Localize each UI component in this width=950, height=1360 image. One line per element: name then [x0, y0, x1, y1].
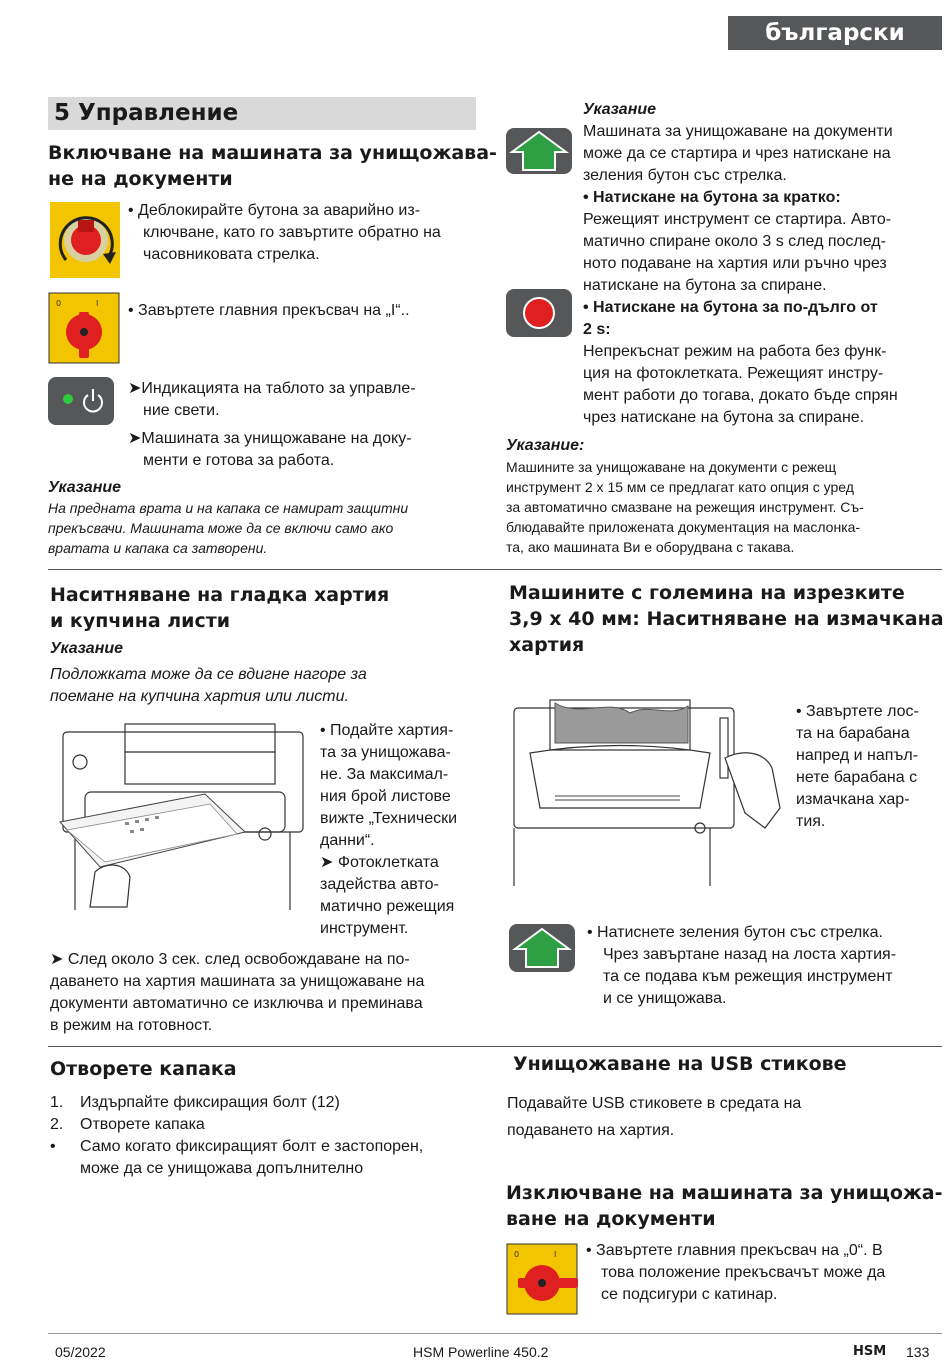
footer-page-number: 133: [906, 1344, 930, 1360]
drum-lever-illustration: [510, 698, 792, 888]
control-panel-icon: [48, 377, 114, 425]
list-item: • Само когато фиксиращият болт е застопорен,: [50, 1138, 424, 1155]
svg-text:0: 0: [56, 299, 62, 308]
right-note-title: Указание: [583, 101, 657, 118]
right-note2-text: Машините за унищожаване на документи с режещ инструмент 2 x 15 мм се предлагат като опция с уред за автоматично смазване на режещия инструмент. Съ- блюдавайте приложената документация на маслонка- та, ако машината Ви е оборудвана с такава.: [506, 459, 864, 555]
crumpled-title: Машините с големина на изрезките 3,9 x 40 мм: Наситняване на измачкана хартия: [509, 582, 944, 656]
switch-on-result1: ➤Индикацията на таблото за управле- ние свети.: [128, 380, 416, 419]
list-item: 2. Отворете капака: [50, 1116, 205, 1133]
red-stop-button-icon: [506, 289, 572, 337]
switch-on-result2: ➤Машината за унищожаване на доку- менти е готова за работа.: [128, 430, 412, 469]
footer-model: HSM Powerline 450.2: [413, 1344, 549, 1360]
emergency-stop-icon: [48, 200, 122, 280]
switch-on-step2: • Завъртете главния прекъсвач на „I“..: [128, 302, 410, 319]
switch-on-title: Включване на машината за унищожава- не на документи: [48, 142, 497, 190]
feed-flat-side-text: • Подайте хартия- та за унищожава- не. За максимал- ния брой листове вижте „Технически данни“. ➤ Фотоклетката задейства авто- матично режещия инструмент.: [320, 722, 458, 937]
footer-date: 05/2022: [55, 1344, 106, 1360]
crumpled-press-text: • Натиснете зеления бутон със стрелка. Чрез завъртане назад на лоста хартия- та се подава към режещия инструмент и се унищожава.: [587, 924, 897, 1007]
feed-flat-note: Подложката може да се вдигне нагоре за поемане на купчина хартия или листи.: [50, 666, 367, 705]
main-switch-off-icon: [506, 1243, 578, 1315]
open-cover-title: Отворете капака: [50, 1058, 237, 1080]
section-title: 5 Управление: [54, 100, 239, 126]
footer-brand-logo: HSM: [853, 1344, 887, 1359]
feed-flat-title: Наситняване на гладка хартия и купчина листи: [50, 584, 390, 632]
usb-text: Подавайте USB стиковете в средата на подаването на хартия.: [507, 1095, 802, 1139]
switch-off-text: • Завъртете главния прекъсвач на „0“. В това положение прекъсвачът може да се подсигури с катинар.: [586, 1242, 886, 1303]
footer-divider: [48, 1333, 942, 1334]
divider: [48, 1046, 942, 1047]
list-item: може да се унищожава допълнително: [80, 1160, 364, 1177]
switch-off-title: Изключване на машината за унищожа- ване на документи: [506, 1182, 943, 1230]
right-note2-title: Указание:: [506, 437, 585, 454]
svg-text:I: I: [554, 1250, 557, 1259]
feed-flat-note-title: Указание: [50, 640, 124, 657]
main-switch-icon: [48, 292, 120, 364]
language-tab: български: [728, 16, 942, 50]
switch-on-note-title: Указание: [48, 479, 122, 496]
green-arrow-button-icon-2: [509, 924, 575, 972]
crumpled-side-text: • Завъртете лос- та на барабана напред и напъл- нете барабана с измачкана хар- тия.: [796, 703, 919, 830]
divider: [48, 569, 942, 570]
open-cover-list: [50, 1092, 480, 1180]
svg-text:I: I: [96, 299, 99, 308]
switch-on-step1: • Деблокирайте бутона за аварийно из- ключване, като го завъртите обратно на часовниковата стрелка.: [128, 202, 441, 263]
right-note-text: Машината за унищожаване на документи може да се стартира и чрез натискане на зеления бутон със стрелка. • Натискане на бутона за кратко: Режещият инструмент се стартира. Авто- матично спиране около 3 s след послед- ното подаване на хартия или ръчно чрез натискане на бутона за спиране. • Натискане на бутона за по-дълго от 2 s: Непрекъснат режим на работа без функ- ция на фотоклетката. Режещият инстру- мент работи до тогава, докато бъде спрян чрез натискане на бутона за спиране.: [583, 123, 898, 426]
list-item: 1. Издърпайте фиксиращия болт (12): [50, 1094, 340, 1111]
switch-on-note: На предната врата и на капака се намират защитни прекъсвачи. Машината може да се включи само ако вратата и капака са затворени.: [48, 500, 409, 556]
usb-title: Унищожаване на USB стикове: [513, 1053, 847, 1075]
feed-paper-illustration: [55, 722, 313, 912]
svg-text:0: 0: [514, 1250, 520, 1259]
green-arrow-button-icon: [506, 128, 572, 174]
feed-flat-after-text: ➤ След около 3 сек. след освобождаване на по- даването на хартия машината за унищожаване на документи автоматично се изключва и преминава в режим на готовност.: [50, 951, 425, 1034]
